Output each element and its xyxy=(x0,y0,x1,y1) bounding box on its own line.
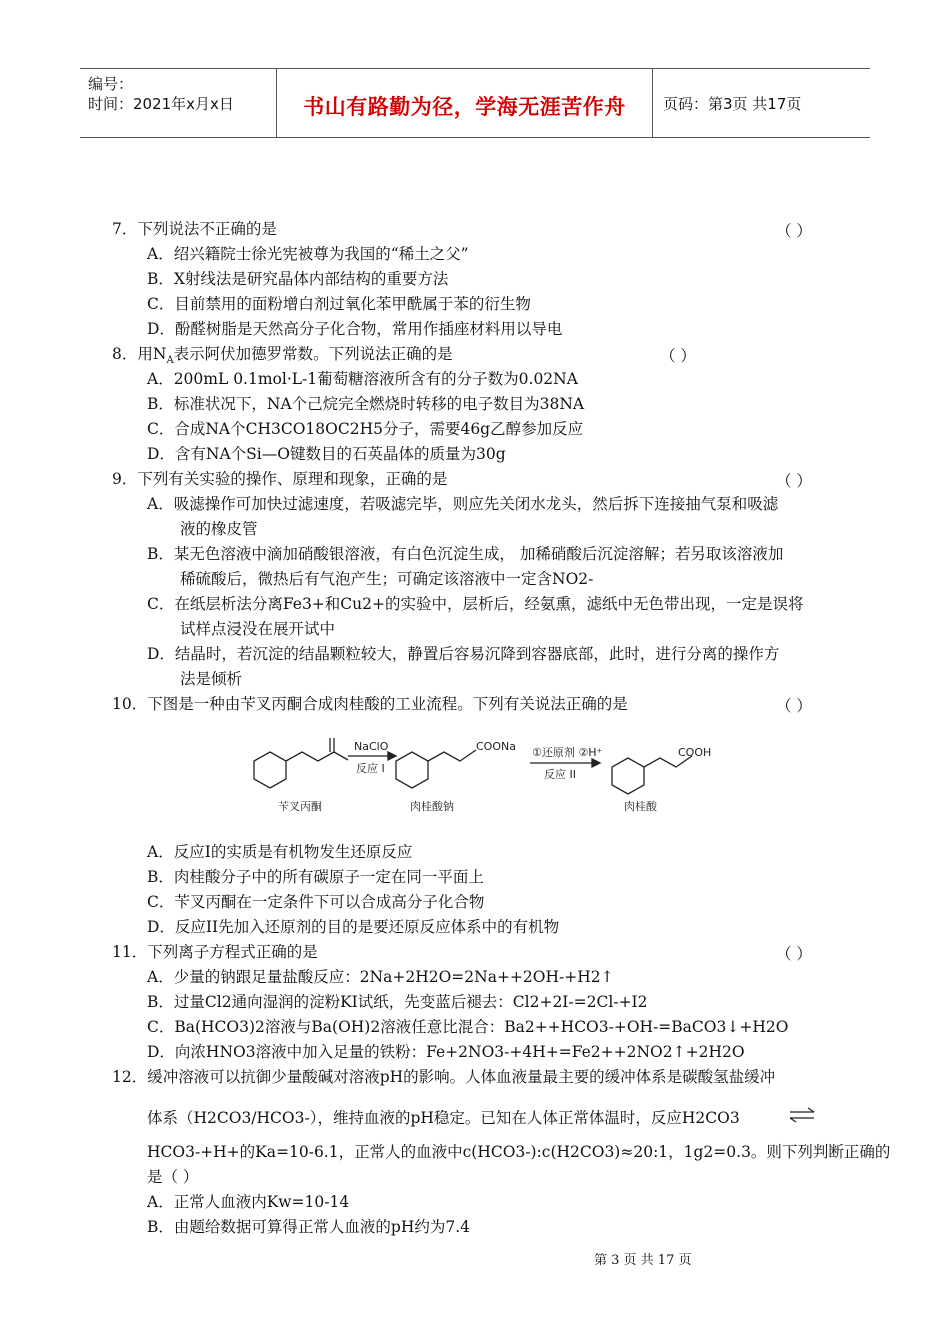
compound-name-3: 肉桂酸 xyxy=(624,800,657,813)
q7-answer-blank: （ ） xyxy=(776,222,812,240)
q9-option-a-line2: 液的橡皮管 xyxy=(180,520,258,538)
q8-stem-a: 8．用N xyxy=(112,345,167,363)
step2-label: 反应 II xyxy=(544,768,576,781)
reagent-naclo: NaClO xyxy=(354,740,389,753)
benzene-ring-1 xyxy=(254,752,286,788)
q12-line4: 是（ ） xyxy=(147,1168,199,1186)
q7-option-d: D．酚醛树脂是天然高分子化合物，常用作插座材料用以导电 xyxy=(147,320,563,338)
q8-stem xyxy=(112,344,453,367)
header-motto-cell xyxy=(277,69,653,137)
group-coona: COONa xyxy=(476,740,516,753)
q10-option-d: D．反应II先加入还原剂的目的是要还原反应体系中的有机物 xyxy=(147,918,560,936)
q8-option-a: A．200mL 0.1mol·L-1葡萄糖溶液所含有的分子数为0.02NA xyxy=(147,370,578,388)
benzene-ring-3 xyxy=(612,758,644,794)
q9-option-d-line2: 法是倾析 xyxy=(180,670,243,688)
q8-option-c: C．合成NA个CH3CO18OC2H5分子，需要46g乙醇参加反应 xyxy=(147,420,584,438)
equilibrium-arrow-icon xyxy=(788,1104,818,1126)
q12-line1: 12．缓冲溶液可以抗御少量酸碱对溶液pH的影响。人体血液量最主要的缓冲体系是碳酸氢盐缓冲 xyxy=(112,1068,776,1086)
time-label: 时间：2021年x月x日 xyxy=(88,95,234,113)
q9-option-c-line2: 试样点浸没在展开试中 xyxy=(180,620,336,638)
benzene-ring-2 xyxy=(396,752,428,788)
header-meta-cell xyxy=(80,69,277,137)
header-page-cell xyxy=(653,69,870,137)
reagent-reductant: ①还原剂 ②H⁺ xyxy=(532,746,603,759)
q10-stem: 10．下图是一种由苄叉丙酮合成肉桂酸的工业流程。下列有关说法正确的是 xyxy=(112,695,628,713)
q9-option-d-line1: D．结晶时，若沉淀的结晶颗粒较大，静置后容易沉降到容器底部，此时，进行分离的操作方 xyxy=(147,645,780,663)
q11-stem: 11．下列离子方程式正确的是 xyxy=(112,943,318,961)
q11-option-a: A．少量的钠跟足量盐酸反应：2Na+2H2O=2Na++2OH-+H2↑ xyxy=(147,968,614,986)
q11-answer-blank: （ ） xyxy=(776,945,812,963)
group-cooh: COOH xyxy=(678,746,712,759)
q12-option-b: B．由题给数据可算得正常人血液的pH约为7.4 xyxy=(147,1218,470,1236)
q10-answer-blank: （ ） xyxy=(776,697,812,715)
q7-option-a: A．绍兴籍院士徐光宪被尊为我国的“稀土之父” xyxy=(147,245,469,263)
id-label: 编号： xyxy=(88,75,134,93)
q8-option-d: D．含有NA个Si—O键数目的石英晶体的质量为30g xyxy=(147,445,506,463)
motto: 书山有路勤为径，学海无涯苦作舟 xyxy=(303,95,626,119)
q12-option-a: A．正常人血液内Kw=10-14 xyxy=(147,1193,350,1211)
q8-answer-blank: （ ） xyxy=(660,347,696,365)
q10-option-a: A．反应I的实质是有机物发生还原反应 xyxy=(147,843,413,861)
reaction-scheme xyxy=(230,718,730,818)
q9-option-c-line1: C．在纸层析法分离Fe3+和Cu2+的实验中，层析后，经氨熏，滤纸中无色带出现，一定是误将 xyxy=(147,595,804,613)
q8-option-b: B．标准状况下，NA个己烷完全燃烧时转移的电子数目为38NA xyxy=(147,395,585,413)
q11-option-c: C．Ba(HCO3)2溶液与Ba(OH)2溶液任意比混合：Ba2++HCO3-+OH-=BaCO3↓+H2O xyxy=(147,1018,789,1036)
q9-stem: 9．下列有关实验的操作、原理和现象，正确的是 xyxy=(112,470,448,488)
page-footer: 第 3 页 共 17 页 xyxy=(594,1253,692,1268)
q9-option-b-line1: B．某无色溶液中滴加硝酸银溶液，有白色沉淀生成， 加稀硝酸后沉淀溶解；若另取该溶液加 xyxy=(147,545,784,563)
q7-option-b: B．X射线法是研究晶体内部结构的重要方法 xyxy=(147,270,449,288)
step1-label: 反应 I xyxy=(356,762,385,775)
q9-option-a-line1: A．吸滤操作可加快过滤速度，若吸滤完毕，则应先关闭水龙头，然后拆下连接抽气泵和吸滤 xyxy=(147,495,779,513)
q12-line3: HCO3-+H+的Ka=10-6.1，正常人的血液中c(HCO3-):c(H2CO3)≈20:1，1g2=0.3。则下列判断正确的 xyxy=(147,1143,891,1161)
compound-name-1: 苄叉丙酮 xyxy=(278,800,322,813)
q8-stem-sub: A xyxy=(166,355,174,367)
q11-option-b: B．过量Cl2通向湿润的淀粉KI试纸，先变蓝后褪去：Cl2+2I-=2Cl-+I2 xyxy=(147,993,648,1011)
compound-name-2: 肉桂酸钠 xyxy=(410,800,454,813)
q8-stem-b: 表示阿伏加德罗常数。下列说法正确的是 xyxy=(173,345,453,363)
q11-option-d: D．向浓HNO3溶液中加入足量的铁粉：Fe+2NO3-+4H+=Fe2++2NO2↑+2H2O xyxy=(147,1043,745,1061)
q7-stem: 7．下列说法不正确的是 xyxy=(112,220,277,238)
page-label: 页码：第3页 共17页 xyxy=(663,95,802,113)
q9-option-b-line2: 稀硫酸后，微热后有气泡产生；可确定该溶液中一定含NO2- xyxy=(180,570,594,588)
q9-answer-blank: （ ） xyxy=(776,472,812,490)
page-header xyxy=(80,68,870,138)
q12-line2: 体系（H2CO3/HCO3-），维持血液的pH稳定。已知在人体正常体温时，反应H2CO3 xyxy=(147,1109,740,1127)
q10-option-b: B．肉桂酸分子中的所有碳原子一定在同一平面上 xyxy=(147,868,484,886)
q7-option-c: C．目前禁用的面粉增白剂过氧化苯甲酰属于苯的衍生物 xyxy=(147,295,531,313)
q10-option-c: C．苄叉丙酮在一定条件下可以合成高分子化合物 xyxy=(147,893,485,911)
